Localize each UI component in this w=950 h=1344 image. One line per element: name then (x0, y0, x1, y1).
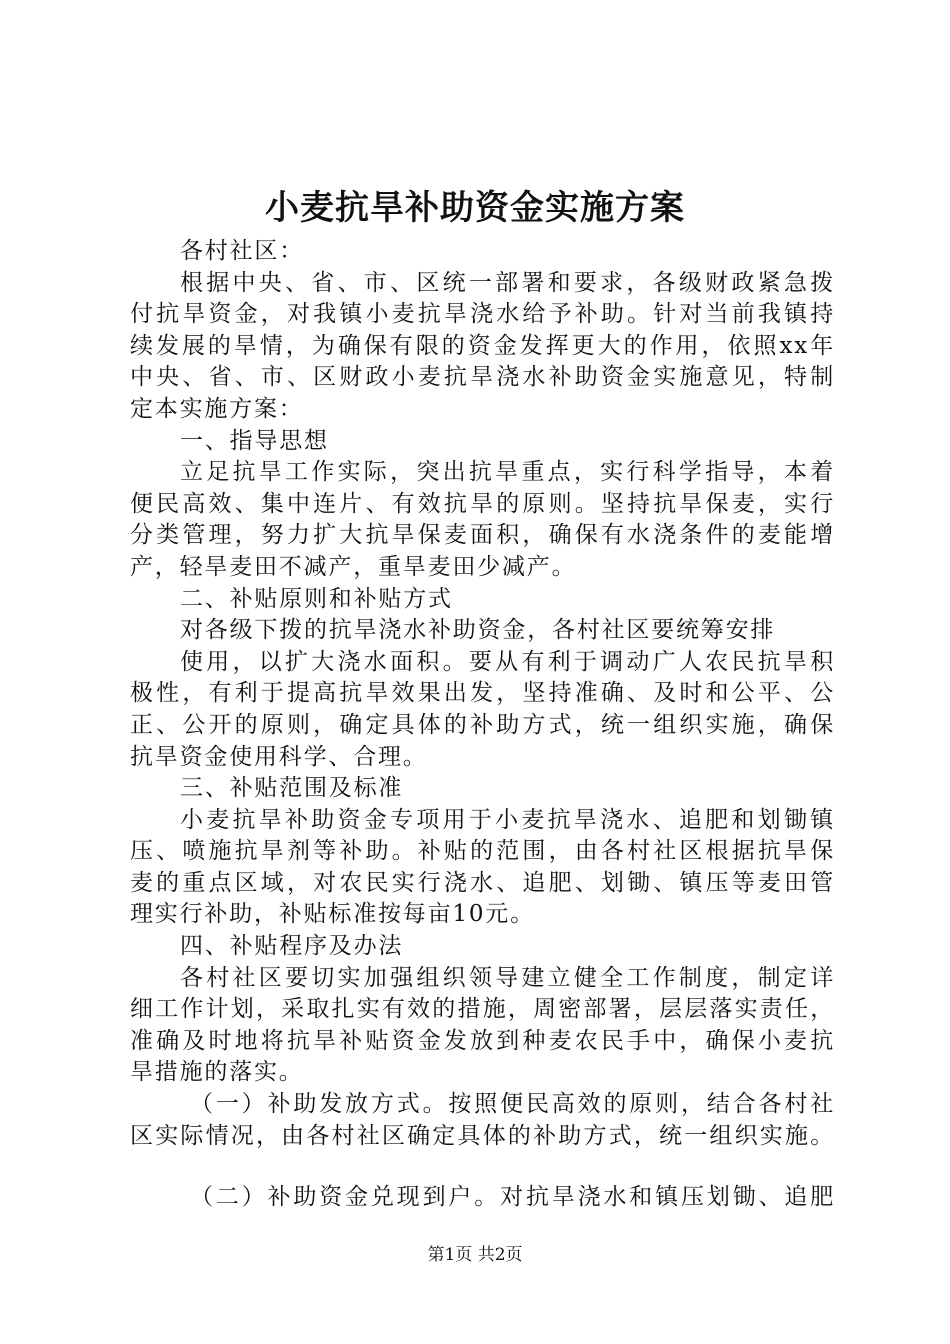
paragraph-line: 压、喷施抗旱剂等补助。补贴的范围，由各村社区根据抗旱保 (130, 838, 835, 865)
paragraph-subsidy-procedure (130, 963, 835, 1089)
paragraph-line: 立足抗旱工作实际，突出抗旱重点，实行科学指导，本着 (180, 459, 835, 486)
paragraph-line: 便民高效、集中连片、有效抗旱的原则。坚持抗旱保麦，实行 (130, 490, 835, 517)
paragraph-line: 定本实施方案： (130, 395, 304, 422)
paragraph-guiding-ideology (130, 457, 835, 583)
paragraph-line: 付抗旱资金，对我镇小麦抗旱浇水给予补助。针对当前我镇持 (130, 301, 835, 328)
paragraph-line: 极性，有利于提高抗旱效果出发，坚持准确、及时和公平、公 (130, 680, 835, 707)
salutation: 各村社区： (180, 238, 304, 264)
paragraph-line: 抗旱资金使用科学、合理。 (130, 743, 428, 770)
paragraph-line: 中央、省、市、区财政小麦抗旱浇水补助资金实施意见，特制 (130, 364, 835, 391)
paragraph-line: （二）补助资金兑现到户。对抗旱浇水和镇压划锄、追肥 (190, 1184, 835, 1211)
section-heading-1: 一、指导思想 (180, 427, 329, 454)
paragraph-line: 分类管理，努力扩大抗旱保麦面积，确保有水浇条件的麦能增 (130, 522, 835, 549)
section-heading-2: 二、补贴原则和补贴方式 (180, 585, 453, 612)
section-heading-4: 四、补贴程序及办法 (180, 933, 404, 960)
section-heading-3: 三、补贴范围及标准 (180, 775, 404, 802)
paragraph-line: 正、公开的原则，确定具体的补助方式，统一组织实施，确保 (130, 711, 835, 738)
paragraph-fund-delivery (130, 1182, 835, 1214)
paragraph-gap (130, 1152, 835, 1182)
paragraph-line: 续发展的旱情，为确保有限的资金发挥更大的作用，依照xx年 (130, 332, 835, 359)
paragraph-line: 准确及时地将抗旱补贴资金发放到种麦农民手中，确保小麦抗 (130, 1027, 835, 1054)
paragraph-line: 旱措施的落实。 (130, 1059, 304, 1086)
document-body (130, 236, 835, 1214)
paragraph-line: 根据中央、省、市、区统一部署和要求，各级财政紧急拨 (180, 269, 835, 296)
paragraph-line: 细工作计划，采取扎实有效的措施，周密部署，层层落实责任， (130, 996, 835, 1023)
paragraph-line: 区实际情况，由各村社区确定具体的补助方式，统一组织实施。 (130, 1122, 835, 1149)
paragraph-subsidy-scope (130, 805, 835, 931)
paragraph-line: 各村社区要切实加强组织领导建立健全工作制度，制定详 (180, 964, 835, 991)
paragraph-intro (130, 268, 835, 426)
paragraph-subsidy-principle (130, 615, 835, 773)
document-title: 小麦抗旱补助资金实施方案 (265, 188, 685, 228)
paragraph-line: 使用，以扩大浇水面积。要从有利于调动广人农民抗旱积 (180, 648, 835, 675)
paragraph-line: 麦的重点区域，对农民实行浇水、追肥、划锄、镇压等麦田管 (130, 869, 835, 896)
paragraph-distribution-method (130, 1089, 835, 1152)
paragraph-line: 理实行补助，补贴标准按每亩10元。 (130, 901, 535, 928)
paragraph-line: 产，轻旱麦田不减产，重旱麦田少减产。 (130, 553, 577, 580)
paragraph-line: （一）补助发放方式。按照便民高效的原则，结合各村社 (190, 1091, 835, 1118)
paragraph-line: 小麦抗旱补助资金专项用于小麦抗旱浇水、追肥和划锄镇 (180, 806, 835, 833)
page-number-footer: 第1页 共2页 (427, 1245, 523, 1265)
paragraph-line: 对各级下拨的抗旱浇水补助资金，各村社区要统筹安排 (180, 617, 776, 644)
